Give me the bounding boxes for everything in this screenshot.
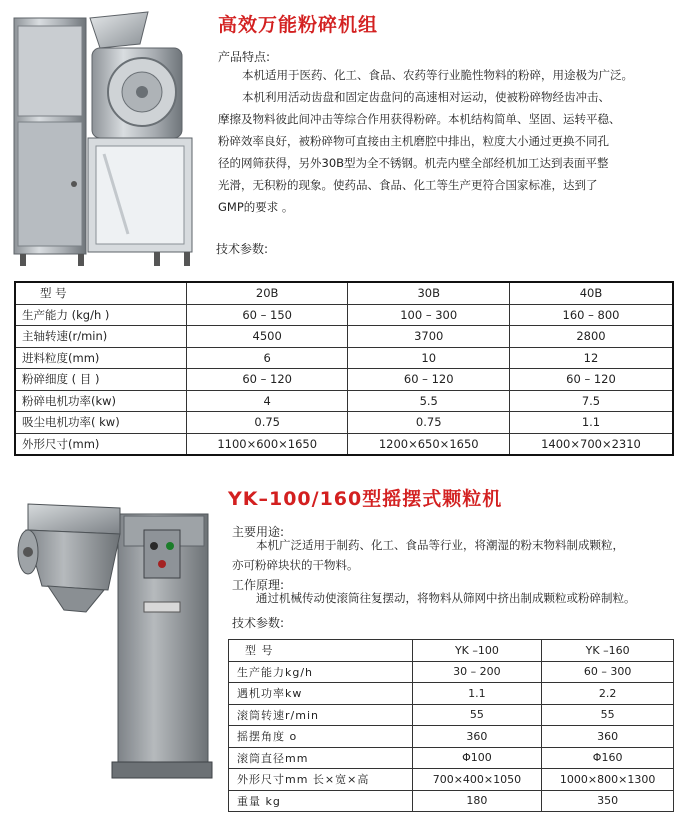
table-cell: 进料粒度(mm) (15, 347, 186, 369)
table-cell: 型 号 (15, 282, 186, 304)
table-cell: 外形尺寸(mm) (15, 433, 186, 455)
table-cell: 滚筒直径mm (229, 747, 413, 769)
table-cell: 0.75 (348, 412, 510, 434)
table-cell: 30 – 200 (412, 661, 542, 683)
product2-usage-heading: 主要用途: (232, 525, 285, 539)
table-cell: 3700 (348, 326, 510, 348)
principle-line: 通过机械传动使滚筒往复摆动，将物料从筛网中挤出制成颗粒或粉碎制粒。 (256, 591, 636, 605)
product2-principle-heading: 工作原理: (232, 578, 285, 592)
table-cell: 重量 kg (229, 790, 413, 812)
product1-features-heading: 产品特点: (218, 50, 271, 64)
features-line: GMP的要求 。 (218, 200, 294, 214)
pulverizer-spec-table (14, 281, 674, 456)
table-row (229, 704, 674, 726)
table-row (229, 790, 674, 812)
product1-params-heading: 技术参数: (216, 242, 269, 256)
table-cell: 4500 (186, 326, 348, 348)
table-cell: YK –100 (412, 640, 542, 662)
table-header-row (15, 282, 673, 304)
features-line: 本机适用于医药、化工、食品、农药等行业脆性物料的粉碎，用途极为广泛。 (242, 68, 633, 82)
product1-title: 高效万能粉碎机组 (218, 14, 379, 36)
product1-features-text (218, 64, 678, 218)
table-cell: 60 – 120 (348, 369, 510, 391)
features-line: 本机利用活动齿盘和固定齿盘问的高速相对运动，使被粉碎物经齿冲击、 (242, 90, 610, 104)
table-cell: 生产能力kg/h (229, 661, 413, 683)
table-header-row (229, 640, 674, 662)
table-cell: 7.5 (509, 390, 673, 412)
table-cell: YK –160 (542, 640, 674, 662)
table-cell: 2800 (509, 326, 673, 348)
usage-line: 亦可粉碎块状的干物料。 (232, 558, 359, 572)
features-line: 粉碎效率良好，被粉碎物可直接由主机磨腔中排出，粒度大小通过更换不同孔 (218, 134, 609, 148)
table-row (15, 390, 673, 412)
table-row (229, 683, 674, 705)
table-cell: 360 (412, 726, 542, 748)
table-cell: 12 (509, 347, 673, 369)
table-cell: 160 – 800 (509, 304, 673, 326)
features-line: 径的网筛获得，另外30B型为全不锈钢。机壳内壁全部经机加工达到表面平整 (218, 156, 609, 170)
table-cell: 55 (542, 704, 674, 726)
table-row (229, 769, 674, 791)
table-cell: Φ100 (412, 747, 542, 769)
table-cell: Φ160 (542, 747, 674, 769)
table-row (229, 747, 674, 769)
table-cell: 外形尺寸mm 长×宽×高 (229, 769, 413, 791)
table-cell: 360 (542, 726, 674, 748)
table-cell: 60 – 120 (186, 369, 348, 391)
table-cell: 摇摆角度 o (229, 726, 413, 748)
table-cell: 1.1 (412, 683, 542, 705)
table-cell: 吸尘电机功率( kw) (15, 412, 186, 434)
table-cell: 6 (186, 347, 348, 369)
table-cell: 40B (509, 282, 673, 304)
table-cell: 5.5 (348, 390, 510, 412)
table-cell: 遇机功率kw (229, 683, 413, 705)
table-row (229, 726, 674, 748)
table-row (15, 326, 673, 348)
table-row (15, 304, 673, 326)
table-cell: 20B (186, 282, 348, 304)
table-cell: 型 号 (229, 640, 413, 662)
table-cell: 生产能力 (kg/h ) (15, 304, 186, 326)
table-cell: 700×400×1050 (412, 769, 542, 791)
table-cell: 60 – 120 (509, 369, 673, 391)
granulator-spec-table (228, 639, 674, 812)
table-cell: 350 (542, 790, 674, 812)
table-cell: 粉碎细度 ( 目 ) (15, 369, 186, 391)
table-cell: 1.1 (509, 412, 673, 434)
table-cell: 10 (348, 347, 510, 369)
table-cell: 2.2 (542, 683, 674, 705)
table-cell: 0.75 (186, 412, 348, 434)
product2-usage-text (232, 535, 678, 575)
table-cell: 滚筒转速r/min (229, 704, 413, 726)
table-cell: 1100×600×1650 (186, 433, 348, 455)
product2-params-heading: 技术参数: (232, 616, 285, 630)
table-row (15, 369, 673, 391)
table-cell: 1400×700×2310 (509, 433, 673, 455)
table-cell: 180 (412, 790, 542, 812)
usage-line: 本机广泛适用于制药、化工、食品等行业，将潮湿的粉末物料制成颗粒， (256, 538, 624, 552)
table-cell: 粉碎电机功率(kw) (15, 390, 186, 412)
table-cell: 60 – 150 (186, 304, 348, 326)
pulverizer-photo (8, 4, 208, 272)
table-cell: 55 (412, 704, 542, 726)
granulator-photo (8, 494, 213, 794)
features-line: 光滑，无积粉的现象。使药品、食品、化工等生产更符合国家标准，达到了 (218, 178, 598, 192)
table-cell: 1000×800×1300 (542, 769, 674, 791)
product2-title: YK–100/160型摇摆式颗粒机 (228, 488, 503, 510)
features-line: 摩擦及物料彼此间冲击等综合作用获得粉碎。本机结构简单、坚固、运转平稳、 (218, 112, 621, 126)
table-cell: 30B (348, 282, 510, 304)
table-cell: 60 – 300 (542, 661, 674, 683)
table-row (15, 412, 673, 434)
table-cell: 4 (186, 390, 348, 412)
product2-principle-text (232, 588, 678, 608)
table-row (229, 661, 674, 683)
table-cell: 100 – 300 (348, 304, 510, 326)
table-row (15, 347, 673, 369)
table-cell: 主轴转速(r/min) (15, 326, 186, 348)
table-row (15, 433, 673, 455)
table-cell: 1200×650×1650 (348, 433, 510, 455)
